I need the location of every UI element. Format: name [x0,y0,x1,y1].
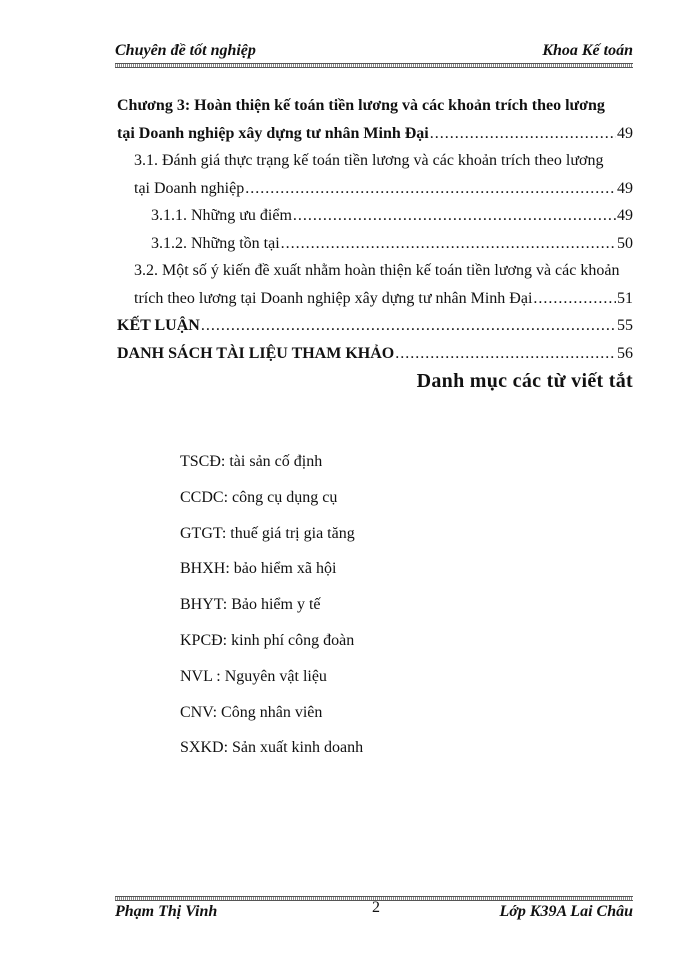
toc-page-number: 49 [617,207,633,224]
toc-page-number: 49 [617,125,633,142]
footer-page-number: 2 [372,899,380,916]
toc-page-number: 55 [617,317,633,334]
list-item: CCDC: công cụ dụng cụ [180,488,338,506]
list-item: KPCĐ: kinh phí công đoàn [180,631,355,649]
toc-leader-dots [395,345,616,363]
toc-chapter3-entry[interactable] [117,125,633,143]
abbreviations-title: Danh mục các từ viết tắt [416,370,633,392]
toc-section31-entry[interactable] [134,180,633,198]
header-divider [115,63,633,68]
footer-author-name: Phạm Thị Vinh [115,903,218,920]
toc-section311-label: 3.1.1. Những ưu điểm [151,207,292,224]
toc-references-label: DANH SÁCH TÀI LIỆU THAM KHẢO [117,345,395,362]
list-item: NVL : Nguyên vật liệu [180,667,327,685]
toc-chapter3-line1: Chương 3: Hoàn thiện kế toán tiền lương và các khoản trích theo lương [117,97,605,114]
toc-leader-dots [430,125,616,143]
abbreviations-list [180,450,363,772]
toc-section32-entry[interactable] [134,290,633,308]
header-department: Khoa Kế toán [542,42,633,59]
header-course-title: Chuyên đề tốt nghiệp [115,42,256,59]
toc-page-number: 56 [617,345,633,362]
list-item: GTGT: thuế giá trị gia tăng [180,524,355,542]
toc-leader-dots [281,235,616,253]
list-item: SXKD: Sản xuất kinh doanh [180,739,364,757]
toc-section32-line2: trích theo lương tại Doanh nghiệp xây dựng tư nhân Minh Đại [134,290,533,307]
toc-section32-line1: 3.2. Một số ý kiến đề xuất nhằm hoàn thiện kế toán tiền lương và các khoản [134,262,620,279]
page-footer [115,898,633,928]
toc-leader-dots [293,207,616,225]
toc-section312-entry[interactable] [151,235,633,253]
toc-section312-label: 3.1.2. Những tồn tại [151,235,280,252]
toc-chapter3-line2: tại Doanh nghiệp xây dựng tư nhân Minh Đại [117,125,429,142]
toc-section31-line1: 3.1. Đánh giá thực trạng kế toán tiền lương và các khoản trích theo lương [134,152,604,169]
list-item: TSCĐ: tài sản cố định [180,453,323,470]
footer-class-name: Lớp K39A Lai Châu [499,903,633,920]
toc-section31-line2: tại Doanh nghiệp [134,180,245,197]
toc-page-number: 49 [617,180,633,197]
toc-leader-dots [245,180,616,198]
toc-conclusion-entry[interactable] [117,317,633,335]
toc-conclusion-label: KẾT LUẬN [117,317,200,334]
toc-section311-entry[interactable] [151,207,633,225]
list-item: CNV: Công nhân viên [180,703,323,721]
list-item: BHXH: bảo hiểm xã hội [180,560,337,578]
toc-references-entry[interactable] [117,345,633,363]
page-header [115,38,633,64]
list-item: BHYT: Bảo hiểm y tế [180,596,321,614]
toc-page-number: 50 [617,235,633,252]
toc-leader-dots [533,290,616,308]
toc-leader-dots [201,317,616,335]
toc-page-number: 51 [617,290,633,307]
